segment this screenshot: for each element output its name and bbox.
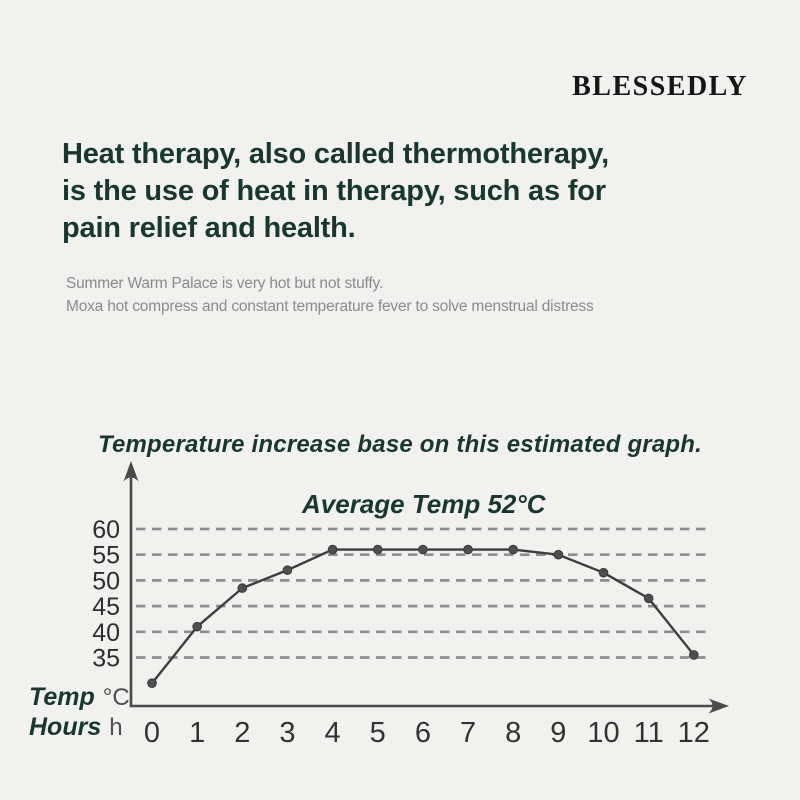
data-point [554,550,563,559]
x-tick-label: 6 [414,717,431,749]
x-tick-label: 1 [189,717,206,749]
data-point [419,545,428,554]
chart-title: Temperature increase base on this estimated graph. [98,431,702,458]
y-tick-label: 45 [92,593,120,622]
x-tick-label: 3 [279,717,296,749]
brand-logo: BLESSEDLY [572,71,748,102]
temperature-line [152,550,694,684]
x-tick-label: 2 [234,717,251,749]
temp-axis-unit: °C [102,684,130,711]
subtext-line-2: Moxa hot compress and constant temperature fever to solve menstrual distress [66,298,594,315]
temp-axis-label: Temp [29,683,95,711]
heading-line-2: is the use of heat in therapy, such as for [62,175,606,207]
hours-axis-unit: h [109,714,123,741]
data-point [644,594,653,603]
x-tick-label: 7 [459,717,477,749]
hours-axis-label: Hours [29,713,102,741]
data-point [690,651,699,660]
x-axis-title [29,713,123,742]
data-point [373,545,382,554]
x-tick-label: 5 [369,717,386,749]
y-axis-title [29,683,130,712]
y-tick-label: 35 [92,644,120,673]
heading-line-1: Heat therapy, also called thermotherapy, [62,138,609,170]
x-tick-label: 4 [324,717,341,749]
data-point [599,568,608,577]
x-tick-label: 12 [677,717,710,749]
heading-line-3: pain relief and health. [62,212,356,244]
x-tick-labels [144,717,710,749]
data-point [148,679,157,688]
y-tick-label: 50 [92,567,120,596]
data-point [464,545,473,554]
y-tick-label: 60 [92,516,120,544]
y-tick-labels [92,516,120,673]
data-point [283,566,292,575]
y-tick-label: 55 [92,541,120,570]
x-tick-label: 9 [550,717,567,749]
y-tick-label: 40 [92,618,120,647]
x-tick-label: 11 [633,717,664,749]
average-temp-annotation: Average Temp 52°C [302,489,546,519]
x-tick-label: 0 [143,717,161,749]
data-point [509,545,518,554]
data-point [328,545,337,554]
subtext-line-1: Summer Warm Palace is very hot but not stuffy. [66,275,383,292]
x-tick-label: 8 [505,717,522,749]
data-points [148,545,698,687]
data-point [238,584,247,593]
x-tick-label: 10 [587,717,620,749]
data-point [193,622,202,631]
